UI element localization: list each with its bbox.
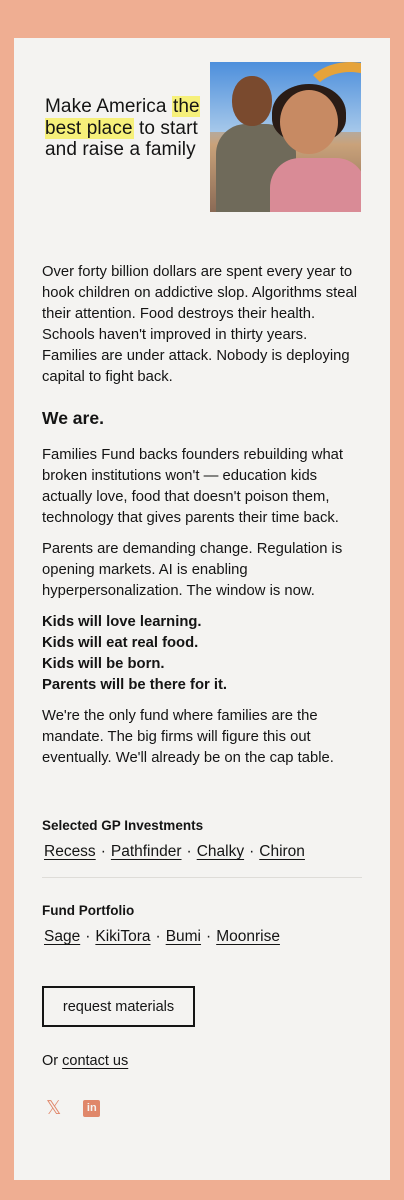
link-sage[interactable]: Sage xyxy=(44,928,81,945)
intro-paragraph: Over forty billion dollars are spent every year to hook children on addictive slop. Algorithms steal their attention. Food destroys their health. Schools haven't improved in thirty years. Families are under attack. Nobody is deploying capital to fight back. xyxy=(42,264,358,385)
main-card xyxy=(14,38,390,1180)
link-recess[interactable]: Recess xyxy=(44,843,96,860)
x-icon[interactable]: 𝕏 xyxy=(46,1098,62,1119)
gp-investments-links: Recess · Pathfinder · Chalky · Chiron xyxy=(44,843,305,860)
link-bumi[interactable]: Bumi xyxy=(165,928,202,945)
we-are-heading: We are. xyxy=(42,408,104,428)
hero-photo xyxy=(210,62,361,212)
link-chalky[interactable]: Chalky xyxy=(196,843,245,860)
social-links xyxy=(42,1097,362,1120)
manifesto-line: Kids will love learning. xyxy=(42,614,202,630)
link-chiron[interactable]: Chiron xyxy=(259,843,305,860)
gp-investments xyxy=(42,817,362,863)
link-kikitora[interactable]: KikiTora xyxy=(95,928,151,945)
request-materials-button[interactable]: request materials xyxy=(42,986,195,1027)
mandate-paragraph: We're the only fund where families are the mandate. The big firms will figure this out eventually. We'll already be on the cap table. xyxy=(42,708,334,766)
manifesto-line: Kids will eat real food. xyxy=(42,635,199,651)
manifesto-lines xyxy=(42,612,362,696)
contact-us-link[interactable]: contact us xyxy=(62,1053,129,1069)
gp-investments-label: Selected GP Investments xyxy=(42,818,204,833)
change-paragraph: Parents are demanding change. Regulation is opening markets. AI is enabling hyperpersonalization. The window is now. xyxy=(42,541,343,599)
fund-portfolio-links: Sage · KikiTora · Bumi · Moonrise xyxy=(44,928,280,945)
content xyxy=(42,262,362,1120)
contact-line: Or contact us xyxy=(42,1053,129,1069)
manifesto-line: Kids will be born. xyxy=(42,656,165,672)
link-pathfinder[interactable]: Pathfinder xyxy=(110,843,182,860)
divider xyxy=(42,877,362,878)
mission-paragraph: Families Fund backs founders rebuilding what broken institutions won't — education kids actually love, food that doesn't poison them, technology that gives parents their time back. xyxy=(42,447,344,526)
page-title: Make America the best place to start and raise a family xyxy=(45,96,200,160)
linkedin-icon[interactable]: in xyxy=(83,1100,100,1117)
fund-portfolio-label: Fund Portfolio xyxy=(42,903,135,918)
title-highlight: the best place xyxy=(45,96,200,139)
hero-section xyxy=(14,38,390,218)
fund-portfolio xyxy=(42,902,362,948)
link-moonrise[interactable]: Moonrise xyxy=(216,928,280,945)
manifesto-line: Parents will be there for it. xyxy=(42,677,228,693)
